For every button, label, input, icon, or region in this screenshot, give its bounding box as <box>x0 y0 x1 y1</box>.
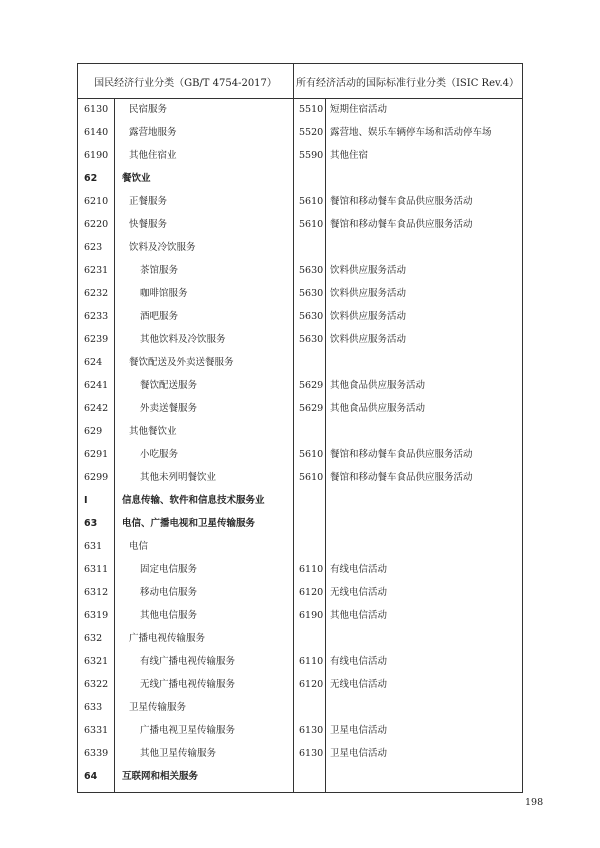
table-row <box>78 213 522 236</box>
gbt-name: 饮料及冷饮服务 <box>129 242 196 253</box>
table-row <box>78 167 522 190</box>
isic-name: 饮料供应服务活动 <box>330 334 407 345</box>
isic-code: 6130 <box>299 748 324 759</box>
table-row <box>78 259 522 282</box>
gbt-name: 其他住宿业 <box>129 150 177 161</box>
gbt-code: 6231 <box>84 265 109 276</box>
isic-name: 短期住宿活动 <box>330 104 388 115</box>
isic-name: 其他食品供应服务活动 <box>330 380 426 391</box>
gbt-code: 6242 <box>84 403 109 414</box>
isic-code: 6130 <box>299 725 324 736</box>
gbt-name: 卫星传输服务 <box>129 702 187 713</box>
isic-code: 5630 <box>299 334 324 345</box>
table-row <box>78 719 522 742</box>
page-number: 198 <box>525 797 544 808</box>
isic-name: 其他住宿 <box>330 150 369 161</box>
gbt-name: 广播电视卫星传输服务 <box>140 725 236 736</box>
isic-name: 有线电信活动 <box>330 564 388 575</box>
gbt-code: 6299 <box>84 472 109 483</box>
gbt-name: 快餐服务 <box>129 219 168 230</box>
gbt-code: 6233 <box>84 311 109 322</box>
isic-code: 5590 <box>299 150 324 161</box>
isic-code: 5610 <box>299 449 324 460</box>
table-row <box>78 650 522 673</box>
table-row <box>78 282 522 305</box>
isic-name: 其他电信活动 <box>330 610 388 621</box>
isic-code: 5630 <box>299 311 324 322</box>
gbt-name: 电信、广播电视和卫星传输服务 <box>122 518 256 529</box>
gbt-name: 茶馆服务 <box>140 265 179 276</box>
isic-code: 6110 <box>299 564 324 575</box>
gbt-code: 62 <box>84 173 98 184</box>
gbt-name: 民宿服务 <box>129 104 168 115</box>
isic-name: 卫星电信活动 <box>330 725 388 736</box>
isic-name: 其他食品供应服务活动 <box>330 403 426 414</box>
gbt-code: 6241 <box>84 380 109 391</box>
table-row <box>78 742 522 765</box>
gbt-code: 6311 <box>84 564 109 575</box>
isic-code: 6190 <box>299 610 324 621</box>
gbt-code: 63 <box>84 518 98 529</box>
table-row <box>78 420 522 443</box>
table-row <box>78 397 522 420</box>
isic-name: 饮料供应服务活动 <box>330 311 407 322</box>
table-row <box>78 535 522 558</box>
gbt-name: 正餐服务 <box>129 196 168 207</box>
gbt-name: 露营地服务 <box>129 127 177 138</box>
gbt-name: 信息传输、软件和信息技术服务业 <box>122 495 265 506</box>
gbt-code: 6339 <box>84 748 109 759</box>
table-row <box>78 190 522 213</box>
gbt-name: 移动电信服务 <box>140 587 198 598</box>
table-row <box>78 696 522 719</box>
gbt-name: 餐饮业 <box>122 173 151 184</box>
header-isic: 所有经济活动的国际标准行业分类（ISIC Rev.4） <box>295 77 520 89</box>
isic-code: 5610 <box>299 196 324 207</box>
classification-table <box>77 63 523 793</box>
gbt-name: 电信 <box>129 541 149 552</box>
table-row <box>78 236 522 259</box>
isic-name: 有线电信活动 <box>330 656 388 667</box>
gbt-code: 6322 <box>84 679 109 690</box>
isic-name: 卫星电信活动 <box>330 748 388 759</box>
table-row <box>78 489 522 512</box>
isic-code: 5610 <box>299 219 324 230</box>
table-row <box>78 512 522 535</box>
table-row <box>78 673 522 696</box>
gbt-name: 其他餐饮业 <box>129 426 177 437</box>
gbt-code: 6190 <box>84 150 109 161</box>
table-row <box>78 305 522 328</box>
gbt-code: 6210 <box>84 196 109 207</box>
isic-code: 5520 <box>299 127 324 138</box>
gbt-code: 6220 <box>84 219 109 230</box>
gbt-name: 餐饮配送及外卖送餐服务 <box>129 357 234 368</box>
table-row <box>78 466 522 489</box>
gbt-name: 外卖送餐服务 <box>140 403 198 414</box>
gbt-code: I <box>84 495 88 506</box>
gbt-name: 其他饮料及冷饮服务 <box>140 334 226 345</box>
gbt-name: 互联网和相关服务 <box>122 771 199 782</box>
isic-name: 餐馆和移动餐车食品供应服务活动 <box>330 196 473 207</box>
gbt-code: 629 <box>84 426 103 437</box>
isic-code: 6120 <box>299 587 324 598</box>
table-row <box>78 328 522 351</box>
table-row <box>78 581 522 604</box>
gbt-name: 咖啡馆服务 <box>140 288 188 299</box>
table-row <box>78 558 522 581</box>
isic-name: 餐馆和移动餐车食品供应服务活动 <box>330 219 473 230</box>
gbt-code: 6331 <box>84 725 109 736</box>
isic-name: 饮料供应服务活动 <box>330 288 407 299</box>
gbt-name: 广播电视传输服务 <box>129 633 206 644</box>
isic-code: 5610 <box>299 472 324 483</box>
isic-code: 5629 <box>299 380 324 391</box>
isic-name: 露营地、娱乐车辆停车场和活动停车场 <box>330 127 492 138</box>
gbt-name: 酒吧服务 <box>140 311 179 322</box>
gbt-name: 小吃服务 <box>140 449 179 460</box>
table-row <box>78 604 522 627</box>
gbt-code: 6140 <box>84 127 109 138</box>
isic-code: 6120 <box>299 679 324 690</box>
gbt-name: 其他未列明餐饮业 <box>140 472 217 483</box>
gbt-code: 6130 <box>84 104 109 115</box>
gbt-code: 631 <box>84 541 103 552</box>
gbt-name: 无线广播电视传输服务 <box>140 679 236 690</box>
isic-name: 餐馆和移动餐车食品供应服务活动 <box>330 472 473 483</box>
table-row <box>78 765 522 788</box>
gbt-name: 有线广播电视传输服务 <box>140 656 236 667</box>
gbt-code: 624 <box>84 357 103 368</box>
table-row <box>78 121 522 144</box>
gbt-code: 6239 <box>84 334 109 345</box>
gbt-code: 6319 <box>84 610 109 621</box>
isic-name: 无线电信活动 <box>330 679 388 690</box>
gbt-code: 633 <box>84 702 103 713</box>
isic-code: 5629 <box>299 403 324 414</box>
gbt-code: 632 <box>84 633 103 644</box>
gbt-code: 64 <box>84 771 98 782</box>
gbt-code: 6291 <box>84 449 109 460</box>
gbt-code: 6232 <box>84 288 109 299</box>
gbt-name: 其他卫星传输服务 <box>140 748 217 759</box>
isic-code: 5630 <box>299 265 324 276</box>
header-gbt: 国民经济行业分类（GB/T 4754-2017） <box>94 77 277 89</box>
table-row <box>78 98 522 121</box>
table-row <box>78 351 522 374</box>
isic-name: 餐馆和移动餐车食品供应服务活动 <box>330 449 473 460</box>
isic-code: 5630 <box>299 288 324 299</box>
gbt-code: 623 <box>84 242 103 253</box>
gbt-name: 餐饮配送服务 <box>140 380 198 391</box>
isic-name: 无线电信活动 <box>330 587 388 598</box>
gbt-code: 6321 <box>84 656 109 667</box>
isic-code: 5510 <box>299 104 324 115</box>
gbt-name: 固定电信服务 <box>140 564 198 575</box>
table-row <box>78 443 522 466</box>
isic-code: 6110 <box>299 656 324 667</box>
table-row <box>78 374 522 397</box>
table-row <box>78 144 522 167</box>
gbt-code: 6312 <box>84 587 109 598</box>
gbt-name: 其他电信服务 <box>140 610 198 621</box>
isic-name: 饮料供应服务活动 <box>330 265 407 276</box>
table-row <box>78 627 522 650</box>
